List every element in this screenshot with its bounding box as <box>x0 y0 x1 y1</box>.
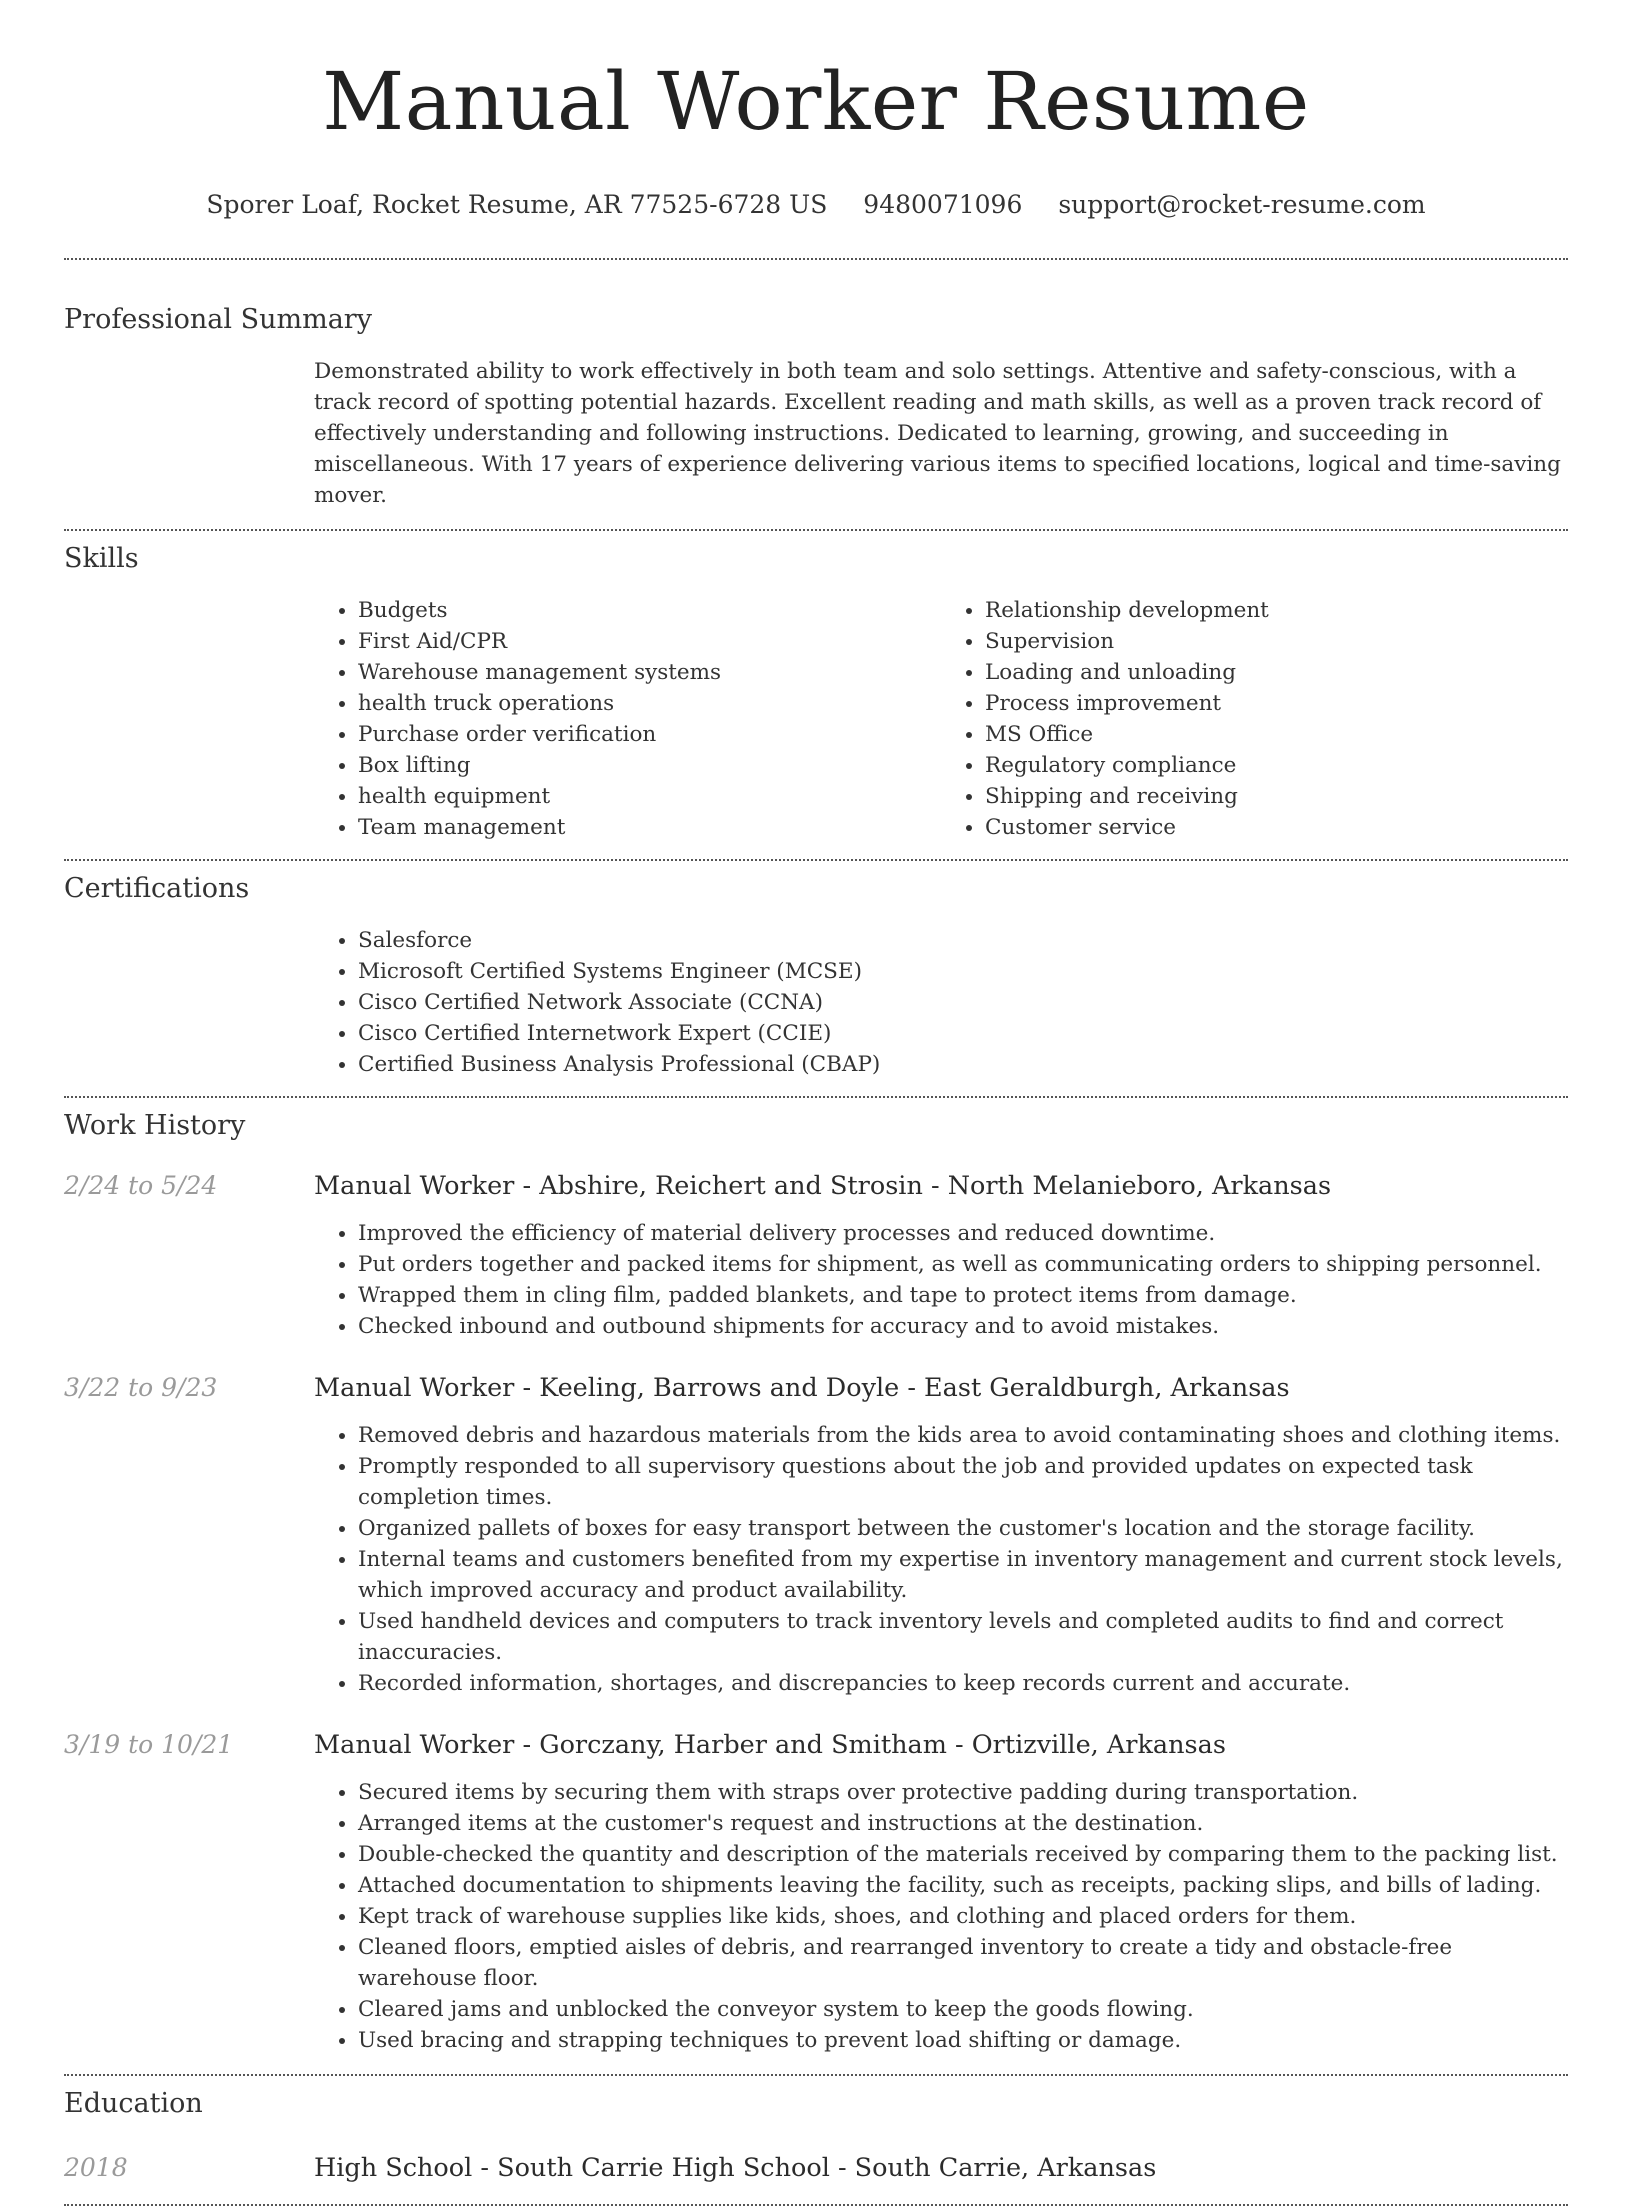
section-divider <box>64 2074 1568 2076</box>
skill-item: • Box lifting <box>358 750 941 781</box>
contact-email[interactable]: support@rocket-resume.com <box>1058 190 1426 219</box>
skills-columns <box>314 595 1568 843</box>
job-entry <box>64 1372 1568 1699</box>
certifications-list <box>314 925 1568 1080</box>
skill-item: • Regulatory compliance <box>985 750 1568 781</box>
job-date: 2/24 to 5/24 <box>64 1171 218 1200</box>
job-header <box>64 1170 1568 1202</box>
certification-item: • Cisco Certified Network Associate (CCNA) <box>358 987 1568 1018</box>
job-entry <box>64 1729 1568 2056</box>
job-bullet: • Recorded information, shortages, and discrepancies to keep records current and accurate. <box>358 1668 1568 1699</box>
job-header <box>64 1372 1568 1404</box>
skill-item: • Loading and unloading <box>985 657 1568 688</box>
skills-list-right <box>941 595 1568 843</box>
skill-item: • health equipment <box>358 781 941 812</box>
job-bullet: • Improved the efficiency of material delivery processes and reduced downtime. <box>358 1218 1568 1249</box>
job-bullet-list <box>314 1218 1568 1342</box>
education-date: 2018 <box>64 2153 128 2182</box>
job-bullet: • Internal teams and customers benefited from my expertise in inventory management and current stock levels, which improved accuracy and product availability. <box>358 1544 1568 1606</box>
skill-item: • Shipping and receiving <box>985 781 1568 812</box>
job-title: Manual Worker - Abshire, Reichert and Strosin - North Melanieboro, Arkansas <box>314 1171 1332 1201</box>
education-section <box>64 2086 1568 2184</box>
job-bullet: • Put orders together and packed items for shipment, as well as communicating orders to shipping personnel. <box>358 1249 1568 1280</box>
contact-address: Sporer Loaf, Rocket Resume, AR 77525-6728 US <box>206 190 828 219</box>
job-bullet: • Wrapped them in cling film, padded blankets, and tape to protect items from damage. <box>358 1280 1568 1311</box>
skill-item: • Customer service <box>985 812 1568 843</box>
job-bullets <box>314 1777 1568 2056</box>
section-title-education: Education <box>64 2088 203 2119</box>
section-title-work-history: Work History <box>64 1110 246 1141</box>
job-bullets <box>314 1218 1568 1342</box>
summary-text: Demonstrated ability to work effectively in both team and solo settings. Attentive and safety-conscious, with a track record of spotting potential hazards. Excellent reading and math skills, as well as a proven track record of effectively understanding and following instructions. Dedicated to learning, growing, and succeeding in miscellaneous. With 17 years of experience delivering various items to specified locations, logical and time-saving mover. <box>314 359 1561 508</box>
section-divider <box>64 859 1568 861</box>
section-title-certifications: Certifications <box>64 873 250 904</box>
job-bullet-list <box>314 1420 1568 1699</box>
skill-item: • Purchase order verification <box>358 719 941 750</box>
skills-list-left <box>314 595 941 843</box>
skill-item: • Relationship development <box>985 595 1568 626</box>
job-bullet: • Removed debris and hazardous materials from the kids area to avoid contaminating shoes and clothing items. <box>358 1420 1568 1451</box>
job-bullet: • Checked inbound and outbound shipments for accuracy and to avoid mistakes. <box>358 1311 1568 1342</box>
job-title: Manual Worker - Gorczany, Harber and Smitham - Ortizville, Arkansas <box>314 1730 1226 1760</box>
job-date: 3/19 to 10/21 <box>64 1730 234 1759</box>
skill-item: • Budgets <box>358 595 941 626</box>
education-entry <box>64 2152 1568 2184</box>
job-date: 3/22 to 9/23 <box>64 1373 218 1402</box>
job-bullet: • Kept track of warehouse supplies like kids, shoes, and clothing and placed orders for them. <box>358 1901 1568 1932</box>
resume-page <box>64 0 1568 2206</box>
skill-item: • Team management <box>358 812 941 843</box>
certification-item: • Microsoft Certified Systems Engineer (MCSE) <box>358 956 1568 987</box>
work-history-section <box>64 1108 1568 2056</box>
job-header <box>64 1729 1568 1761</box>
job-bullet: • Arranged items at the customer's request and instructions at the destination. <box>358 1808 1568 1839</box>
section-divider <box>64 258 1568 260</box>
section-title-skills: Skills <box>64 543 139 574</box>
contact-phone: 9480071096 <box>863 190 1023 219</box>
job-bullet: • Cleaned floors, emptied aisles of debris, and rearranged inventory to create a tidy and obstacle-free warehouse floor. <box>358 1932 1568 1994</box>
job-bullet: • Double-checked the quantity and description of the materials received by comparing them to the packing list. <box>358 1839 1568 1870</box>
skill-item: • First Aid/CPR <box>358 626 941 657</box>
job-entry <box>64 1170 1568 1342</box>
contact-info <box>64 188 1568 222</box>
job-bullet: • Secured items by securing them with straps over protective padding during transportation. <box>358 1777 1568 1808</box>
section-divider <box>64 1096 1568 1098</box>
certification-item: • Certified Business Analysis Professional (CBAP) <box>358 1049 1568 1080</box>
professional-summary-section <box>64 302 1568 511</box>
skill-item: • Warehouse management systems <box>358 657 941 688</box>
certification-item: • Salesforce <box>358 925 1568 956</box>
job-bullet: • Attached documentation to shipments leaving the facility, such as receipts, packing slips, and bills of lading. <box>358 1870 1568 1901</box>
section-title-summary: Professional Summary <box>64 304 372 335</box>
job-bullet: • Organized pallets of boxes for easy transport between the customer's location and the storage facility. <box>358 1513 1568 1544</box>
skill-item: • health truck operations <box>358 688 941 719</box>
skill-item: • MS Office <box>985 719 1568 750</box>
certifications-section <box>64 871 1568 1080</box>
job-title: Manual Worker - Keeling, Barrows and Doyle - East Geraldburgh, Arkansas <box>314 1373 1290 1403</box>
section-divider <box>64 529 1568 531</box>
certification-item: • Cisco Certified Internetwork Expert (CCIE) <box>358 1018 1568 1049</box>
skills-section <box>64 541 1568 843</box>
job-bullet: • Used bracing and strapping techniques to prevent load shifting or damage. <box>358 2025 1568 2056</box>
job-bullet: • Used handheld devices and computers to track inventory levels and completed audits to find and correct inaccuracies. <box>358 1606 1568 1668</box>
skill-item: • Supervision <box>985 626 1568 657</box>
job-bullet: • Promptly responded to all supervisory questions about the job and provided updates on expected task completion times. <box>358 1451 1568 1513</box>
job-bullet-list <box>314 1777 1568 2056</box>
education-title: High School - South Carrie High School - South Carrie, Arkansas <box>314 2153 1157 2183</box>
skill-item: • Process improvement <box>985 688 1568 719</box>
job-bullet: • Cleared jams and unblocked the conveyor system to keep the goods flowing. <box>358 1994 1568 2025</box>
job-bullets <box>314 1420 1568 1699</box>
resume-title: Manual Worker Resume <box>322 55 1310 148</box>
certifications-list-wrap <box>314 925 1568 1080</box>
